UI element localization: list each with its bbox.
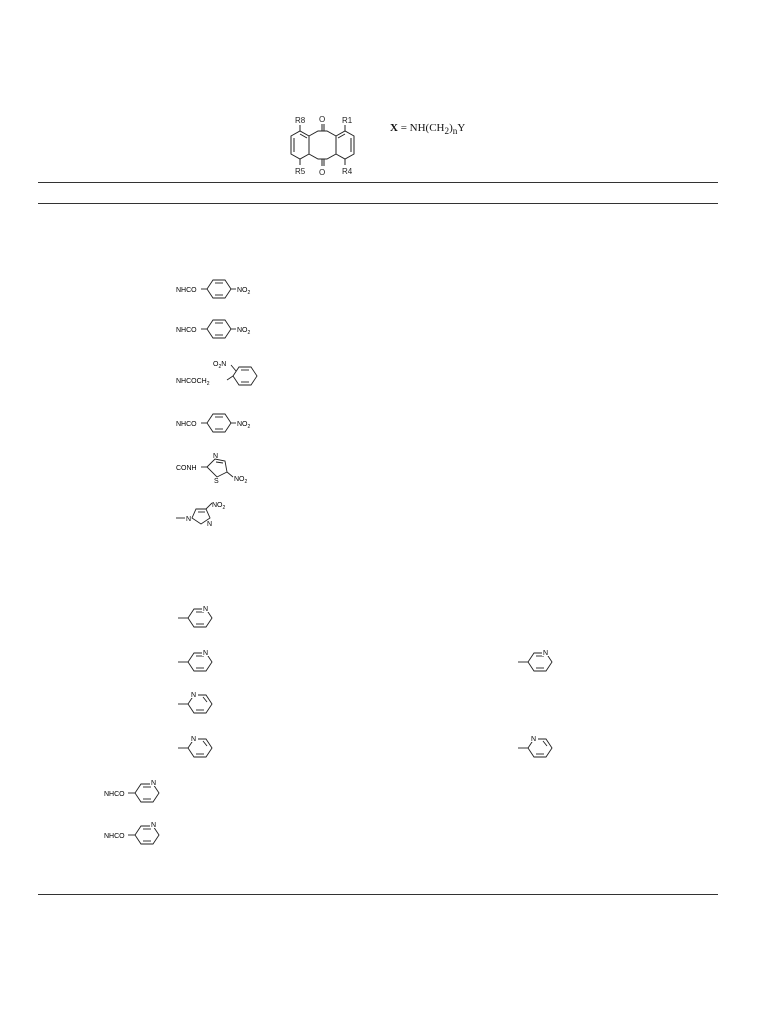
pyridine-n-label: N	[191, 736, 197, 743]
table-top-rule	[38, 182, 718, 183]
nitrothiazolylcarbamoyl-structure	[176, 450, 260, 486]
pyridine-n-label: N	[203, 606, 209, 613]
nhco-label: NHCO	[104, 791, 125, 798]
3-pyridyl-structure	[176, 646, 218, 676]
no2-label: $NO_2$	[237, 421, 251, 430]
pyridine-n-label: N	[191, 692, 197, 699]
nhco-label: NHCO	[176, 421, 197, 428]
nitrobenzoylamino-structure	[176, 276, 268, 302]
core-r8-label: R8	[295, 116, 306, 125]
no2-label: $NO_2$	[237, 327, 251, 336]
x-formula-sub: 2	[444, 126, 450, 137]
2-pyridyl-structure	[176, 732, 218, 764]
imidazole-n1-label: N	[186, 516, 192, 523]
2-pyridyl-structure	[176, 688, 218, 720]
no2-label: $NO_2$	[237, 287, 251, 296]
nhco-label: NHCO	[176, 287, 197, 294]
imidazole-n3-label: N	[207, 521, 213, 528]
thiazole-n-label: N	[213, 453, 219, 460]
core-r1-label: R1	[342, 116, 353, 125]
2-pyridyl-structure	[516, 732, 558, 764]
nicotinoylamino-structure	[104, 776, 166, 808]
x-definition	[390, 122, 465, 136]
pyridine-n-label: N	[531, 736, 537, 743]
o2n-label: $O_2N$	[213, 361, 227, 370]
nhco-label: NHCO	[176, 327, 197, 334]
no2-label: $NO_2$	[212, 502, 226, 511]
table-header-rule	[38, 203, 718, 204]
conh-label: CONH	[176, 465, 197, 472]
x-symbol: X	[390, 122, 398, 134]
no2-label: $NO_2$	[234, 476, 248, 485]
nitrobenzoylamino-structure	[176, 410, 268, 436]
nhcoch2-label: $NHCOCH_2$	[176, 378, 210, 387]
pyridine-n-label: N	[543, 650, 549, 657]
core-r4-label: R4	[342, 167, 353, 176]
pyridine-n-label: N	[203, 650, 209, 657]
x-formula-subn: n	[452, 126, 458, 137]
pyridine-n-label: N	[151, 822, 157, 829]
x-formula-y: Y	[457, 122, 466, 134]
core-o-top: O	[319, 115, 326, 124]
x-formula-part: = NH(CH	[397, 122, 445, 134]
nitrobenzoylamino-structure	[176, 316, 268, 342]
core-r5-label: R5	[295, 167, 306, 176]
nicotinoylamino-structure	[104, 818, 166, 850]
anthraquinone-core-structure	[282, 112, 362, 180]
pyridine-n-label: N	[151, 780, 157, 787]
nhco-label: NHCO	[104, 833, 125, 840]
nitroimidazolyl-structure	[174, 498, 240, 534]
core-o-bottom: O	[319, 168, 326, 177]
thiazole-s-label: S	[214, 478, 219, 485]
nitrophenylacetamido-structure	[176, 356, 266, 398]
table-bottom-rule	[38, 894, 718, 895]
x-formula-paren: )	[449, 122, 453, 134]
3-pyridyl-structure	[516, 646, 558, 676]
3-pyridyl-structure	[176, 602, 218, 632]
